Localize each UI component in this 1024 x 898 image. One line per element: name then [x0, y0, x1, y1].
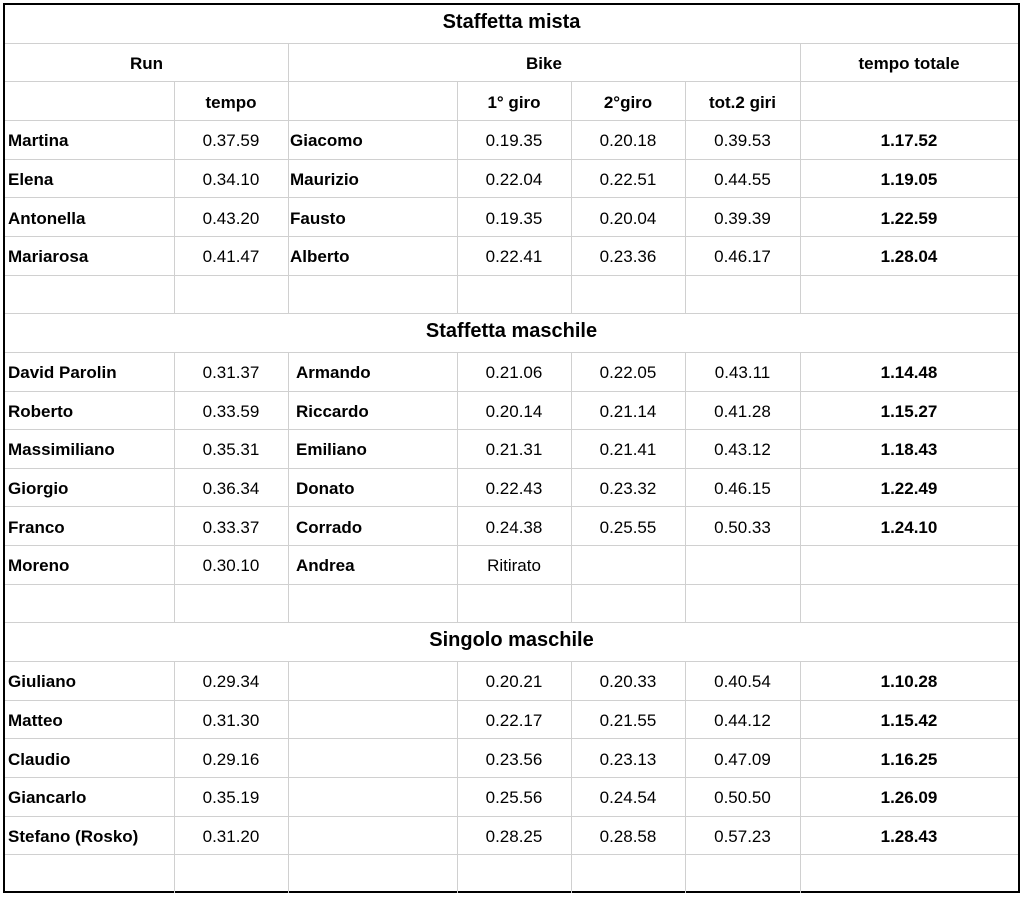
- grid-hline: [5, 777, 1018, 778]
- total-time: 1.10.28: [880, 672, 938, 692]
- grid-hline: [5, 313, 1018, 314]
- grid-hline: [5, 584, 1018, 585]
- bike-total-time: 0.39.39: [714, 208, 771, 228]
- section-title: Staffetta mista: [442, 11, 581, 33]
- bike-total-time: 0.46.17: [714, 247, 771, 267]
- grid-vline: [457, 120, 458, 313]
- grid-vline: [457, 352, 458, 623]
- lap1-time: 0.19.35: [485, 131, 543, 151]
- grid-hline: [5, 738, 1018, 739]
- bike-total-time: 0.44.12: [714, 711, 771, 731]
- total-time: 1.26.09: [880, 788, 938, 808]
- grid-hline: [5, 352, 1018, 353]
- bike-total-time: 0.43.11: [714, 363, 771, 383]
- grid-hline: [5, 661, 1018, 662]
- runner-name: Antonella: [8, 208, 86, 228]
- header-giro2: 2°giro: [603, 92, 653, 112]
- total-time: 1.28.43: [880, 826, 938, 846]
- grid-hline: [5, 43, 1018, 44]
- biker-name: Alberto: [290, 247, 350, 267]
- runner-name: David Parolin: [8, 363, 117, 383]
- grid-vline: [800, 352, 801, 623]
- lap2-time: 0.28.58: [599, 826, 657, 846]
- runner-name: Giancarlo: [8, 788, 87, 808]
- total-time: 1.15.27: [880, 401, 938, 421]
- bike-total-time: 0.50.33: [714, 517, 771, 537]
- grid-hline: [5, 120, 1018, 121]
- runner-name: Elena: [8, 169, 54, 189]
- lap1-time: Ritirato: [487, 556, 541, 576]
- grid-vline: [174, 352, 175, 623]
- total-time: 1.18.43: [880, 440, 938, 460]
- lap2-time: 0.23.32: [599, 479, 657, 499]
- runner-name: Martina: [8, 131, 69, 151]
- grid-vline: [174, 120, 175, 313]
- lap1-time: 0.25.56: [485, 788, 543, 808]
- grid-hline: [5, 275, 1018, 276]
- header-giro1: 1° giro: [487, 92, 541, 112]
- run-time: 0.31.37: [202, 363, 260, 383]
- bike-total-time: 0.44.55: [714, 169, 771, 189]
- grid-hline: [5, 622, 1018, 623]
- grid-hline: [5, 236, 1018, 237]
- runner-name: Stefano (Rosko): [8, 826, 139, 846]
- run-time: 0.31.20: [202, 826, 260, 846]
- section-title: Staffetta maschile: [425, 320, 598, 343]
- grid-vline: [288, 43, 289, 120]
- header-tempo: tempo: [205, 92, 257, 112]
- biker-name: Emiliano: [296, 440, 367, 460]
- lap2-time: 0.22.51: [599, 169, 657, 189]
- biker-name: Maurizio: [290, 169, 359, 189]
- header-run: Run: [129, 53, 164, 73]
- grid-vline: [174, 661, 175, 893]
- grid-vline: [800, 120, 801, 313]
- total-time: 1.17.52: [880, 131, 938, 151]
- lap1-time: 0.24.38: [485, 517, 543, 537]
- lap2-time: 0.23.36: [599, 247, 657, 267]
- results-sheet: [3, 3, 1020, 893]
- lap2-time: 0.25.55: [599, 517, 657, 537]
- runner-name: Matteo: [8, 711, 63, 731]
- grid-vline: [685, 352, 686, 623]
- grid-hline: [5, 506, 1018, 507]
- grid-hline: [5, 81, 1018, 82]
- lap2-time: 0.21.14: [599, 401, 657, 421]
- grid-vline: [571, 81, 572, 120]
- lap2-time: 0.22.05: [599, 363, 657, 383]
- grid-vline: [457, 81, 458, 120]
- run-time: 0.34.10: [202, 169, 260, 189]
- runner-name: Moreno: [8, 556, 70, 576]
- lap1-time: 0.22.17: [485, 711, 543, 731]
- lap2-time: 0.20.04: [599, 208, 657, 228]
- run-time: 0.35.19: [202, 788, 260, 808]
- run-time: 0.30.10: [202, 556, 260, 576]
- lap2-time: 0.20.18: [599, 131, 657, 151]
- grid-vline: [288, 120, 289, 313]
- lap2-time: 0.23.13: [599, 749, 657, 769]
- lap1-time: 0.21.06: [485, 363, 543, 383]
- grid-vline: [800, 43, 801, 120]
- lap1-time: 0.28.25: [485, 826, 543, 846]
- grid-vline: [571, 661, 572, 893]
- header-bike: Bike: [526, 53, 562, 73]
- run-time: 0.33.59: [202, 401, 260, 421]
- total-time: 1.28.04: [880, 247, 938, 267]
- runner-name: Claudio: [8, 749, 71, 769]
- biker-name: Giacomo: [290, 131, 363, 151]
- grid-hline: [5, 468, 1018, 469]
- grid-hline: [5, 854, 1018, 855]
- run-time: 0.43.20: [202, 208, 260, 228]
- run-time: 0.31.30: [202, 711, 260, 731]
- section-title: Singolo maschile: [429, 629, 594, 652]
- header-total: tempo totale: [858, 53, 960, 73]
- total-time: 1.22.59: [880, 208, 938, 228]
- runner-name: Roberto: [8, 401, 74, 421]
- total-time: 1.14.48: [880, 363, 938, 383]
- lap2-time: 0.21.41: [599, 440, 657, 460]
- run-time: 0.29.16: [202, 749, 260, 769]
- lap2-time: 0.20.33: [599, 672, 657, 692]
- biker-name: Fausto: [290, 208, 346, 228]
- grid-vline: [571, 120, 572, 313]
- biker-name: Armando: [296, 363, 371, 383]
- total-time: 1.16.25: [880, 749, 938, 769]
- grid-hline: [5, 429, 1018, 430]
- bike-total-time: 0.40.54: [714, 672, 771, 692]
- biker-name: Riccardo: [296, 401, 369, 421]
- lap2-time: 0.24.54: [599, 788, 657, 808]
- lap1-time: 0.19.35: [485, 208, 543, 228]
- total-time: 1.15.42: [880, 711, 938, 731]
- run-time: 0.37.59: [202, 131, 260, 151]
- grid-vline: [174, 81, 175, 120]
- bike-total-time: 0.57.23: [714, 826, 771, 846]
- bike-total-time: 0.47.09: [714, 749, 771, 769]
- runner-name: Mariarosa: [8, 247, 89, 267]
- run-time: 0.35.31: [202, 440, 260, 460]
- bike-total-time: 0.39.53: [714, 131, 771, 151]
- total-time: 1.24.10: [880, 517, 938, 537]
- lap1-time: 0.22.04: [485, 169, 543, 189]
- biker-name: Corrado: [296, 517, 363, 537]
- run-time: 0.41.47: [202, 247, 260, 267]
- grid-hline: [5, 159, 1018, 160]
- lap2-time: 0.21.55: [599, 711, 657, 731]
- total-time: 1.22.49: [880, 479, 938, 499]
- runner-name: Giuliano: [8, 672, 76, 692]
- bike-total-time: 0.41.28: [714, 401, 771, 421]
- biker-name: Donato: [296, 479, 355, 499]
- run-time: 0.33.37: [202, 517, 260, 537]
- biker-name: Andrea: [296, 556, 355, 576]
- lap1-time: 0.20.14: [485, 401, 543, 421]
- grid-vline: [288, 661, 289, 893]
- grid-vline: [288, 352, 289, 623]
- grid-hline: [5, 545, 1018, 546]
- grid-hline: [5, 391, 1018, 392]
- grid-vline: [800, 661, 801, 893]
- run-time: 0.36.34: [202, 479, 260, 499]
- grid-hline: [5, 700, 1018, 701]
- grid-vline: [685, 81, 686, 120]
- bike-total-time: 0.50.50: [714, 788, 771, 808]
- grid-hline: [5, 816, 1018, 817]
- runner-name: Giorgio: [8, 479, 69, 499]
- bike-total-time: 0.46.15: [714, 479, 771, 499]
- run-time: 0.29.34: [202, 672, 260, 692]
- lap1-time: 0.22.41: [485, 247, 543, 267]
- grid-vline: [685, 120, 686, 313]
- grid-vline: [685, 661, 686, 893]
- grid-hline: [5, 197, 1018, 198]
- runner-name: Massimiliano: [8, 440, 115, 460]
- grid-vline: [571, 352, 572, 623]
- lap1-time: 0.21.31: [485, 440, 543, 460]
- lap1-time: 0.22.43: [485, 479, 543, 499]
- total-time: 1.19.05: [880, 169, 938, 189]
- grid-vline: [457, 661, 458, 893]
- lap1-time: 0.23.56: [485, 749, 543, 769]
- header-tot2: tot.2 giri: [708, 92, 777, 112]
- runner-name: Franco: [8, 517, 65, 537]
- lap1-time: 0.20.21: [485, 672, 543, 692]
- bike-total-time: 0.43.12: [714, 440, 771, 460]
